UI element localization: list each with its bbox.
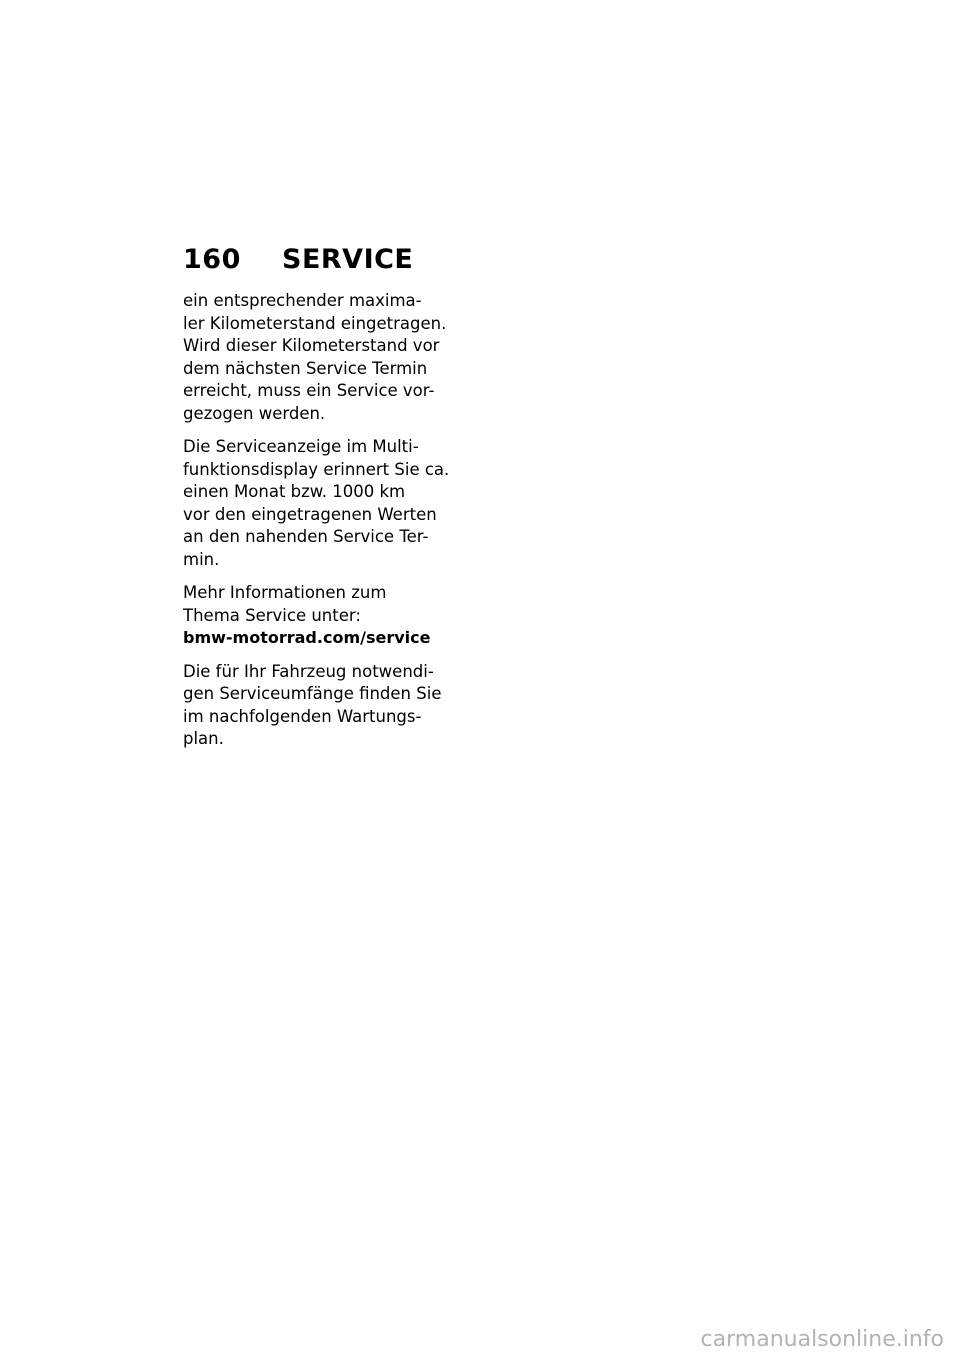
text-line: gen Serviceumfänge finden Sie bbox=[183, 684, 442, 703]
text-line: gezogen werden. bbox=[183, 403, 326, 423]
text-line: funktionsdisplay erinnert Sie ca. bbox=[183, 459, 450, 479]
body-text bbox=[183, 290, 453, 762]
service-website-link[interactable]: bmw-motorrad.com/service bbox=[183, 628, 431, 647]
text-line: ler Kilometerstand eingetragen. bbox=[183, 313, 447, 333]
text-line: Die Serviceanzeige im Multi- bbox=[183, 437, 419, 456]
text-line: erreicht, muss ein Service vor- bbox=[183, 381, 435, 400]
text-line: dem nächsten Service Termin bbox=[183, 358, 428, 378]
paragraph-service-display bbox=[183, 436, 453, 571]
text-line: Thema Service unter: bbox=[183, 605, 361, 625]
text-line: an den nahenden Service Ter- bbox=[183, 527, 429, 546]
paragraph-more-info bbox=[183, 582, 453, 650]
text-line: min. bbox=[183, 549, 220, 569]
section-title: SERVICE bbox=[282, 244, 414, 275]
text-line: einen Monat bzw. 1000 km bbox=[183, 482, 406, 501]
watermark: carmanualsonline.info bbox=[700, 1327, 944, 1352]
text-line: plan. bbox=[183, 729, 224, 748]
text-line: ein entsprechender maxima- bbox=[183, 291, 422, 310]
paragraph-service-interval bbox=[183, 290, 453, 425]
text-line: Wird dieser Kilometerstand vor bbox=[183, 336, 440, 355]
text-line: Die für Ihr Fahrzeug notwendi- bbox=[183, 661, 434, 681]
page-number: 160 bbox=[183, 244, 241, 275]
paragraph-maintenance-plan bbox=[183, 661, 453, 751]
text-line: im nachfolgenden Wartungs- bbox=[183, 706, 422, 726]
text-line: vor den eingetragenen Werten bbox=[183, 504, 437, 524]
text-line: Mehr Informationen zum bbox=[183, 583, 387, 602]
